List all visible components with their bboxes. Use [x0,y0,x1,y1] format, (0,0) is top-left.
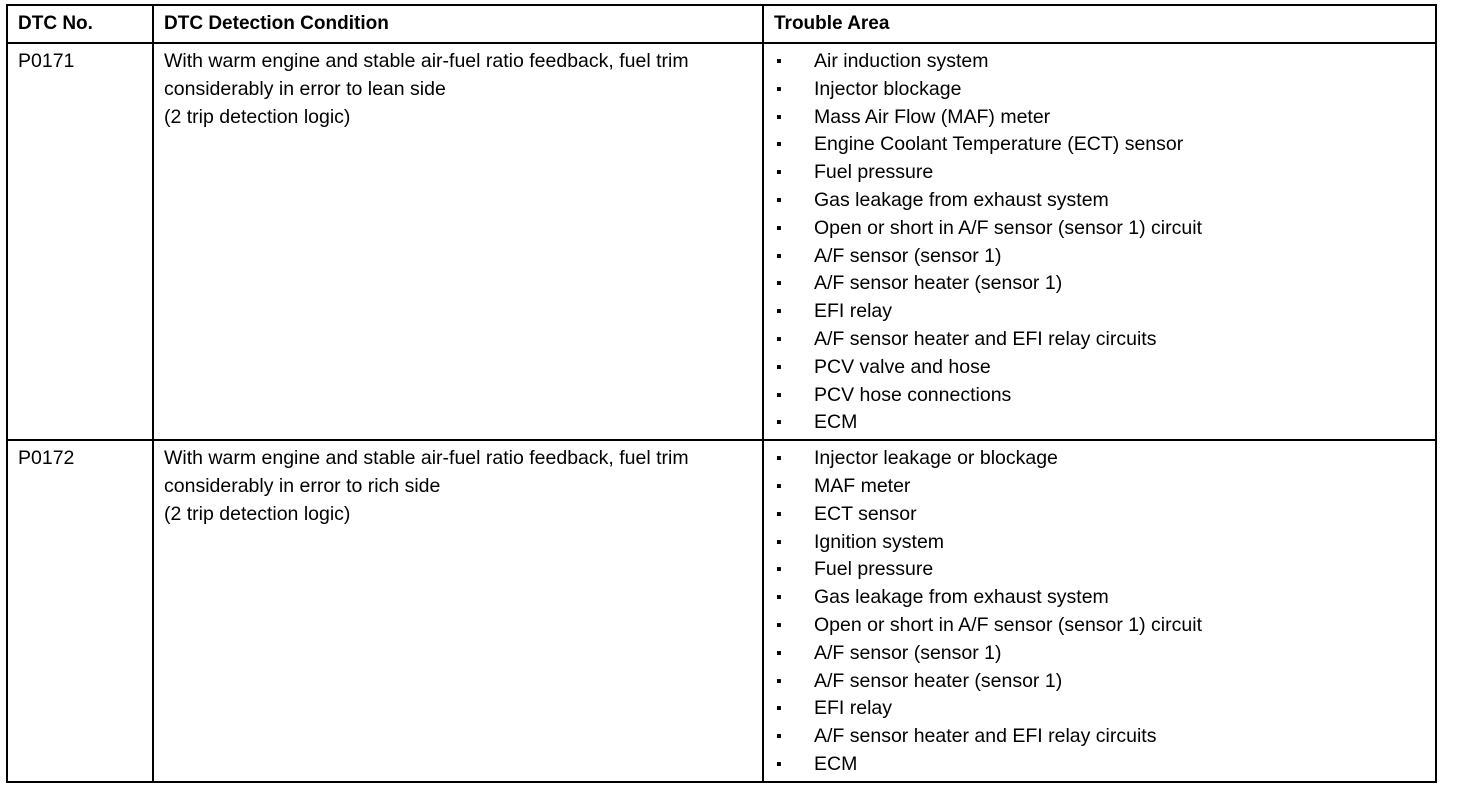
bullet-icon: ▪ [776,136,782,154]
header-trouble-area: Trouble Area [763,5,1436,43]
list-item [774,243,1425,271]
detection-condition-cell [153,440,763,782]
trouble-area-text: ECM [814,411,858,434]
bullet-icon: ▪ [776,414,782,432]
list-item [774,298,1425,326]
bullet-icon: ▪ [776,672,782,690]
header-dtc-no: DTC No. [7,5,153,43]
trouble-area-text: Fuel pressure [814,161,934,184]
list-item [774,131,1425,159]
trouble-area-text: EFI relay [814,697,893,720]
condition-line: considerably in error to lean side [164,77,446,100]
trouble-area-text: PCV hose connections [814,383,1012,406]
bullet-icon: ▪ [776,358,782,376]
trouble-area-text: A/F sensor heater and EFI relay circuits [814,327,1157,350]
trouble-area-cell [763,440,1436,782]
trouble-area-text: EFI relay [814,300,893,323]
bullet-icon: ▪ [776,561,782,579]
bullet-icon: ▪ [776,330,782,348]
condition-line: (2 trip detection logic) [164,105,351,128]
condition-line: With warm engine and stable air-fuel ratio feedback, fuel trim [164,447,689,470]
bullet-icon: ▪ [776,386,782,404]
list-item [774,354,1425,382]
bullet-icon: ▪ [776,700,782,718]
bullet-icon: ▪ [776,247,782,265]
bullet-icon: ▪ [776,728,782,746]
header-row [7,5,1436,43]
bullet-icon: ▪ [776,80,782,98]
table-row [7,440,1436,782]
list-item [774,529,1425,557]
trouble-area-text: Mass Air Flow (MAF) meter [814,105,1051,128]
trouble-area-text: Injector blockage [814,77,962,100]
trouble-area-text: Gas leakage from exhaust system [814,586,1109,609]
bullet-icon: ▪ [776,450,782,468]
list-item [774,270,1425,298]
list-item [774,48,1425,76]
list-item [774,445,1425,473]
trouble-area-text: Gas leakage from exhaust system [814,188,1109,211]
list-item [774,723,1425,751]
list-item [774,556,1425,584]
list-item [774,668,1425,696]
list-item [774,473,1425,501]
bullet-icon: ▪ [776,275,782,293]
list-item [774,409,1425,437]
condition-line: considerably in error to rich side [164,474,441,497]
trouble-area-text: A/F sensor (sensor 1) [814,244,1002,267]
dtc-code-cell: P0172 [7,440,153,782]
list-item [774,584,1425,612]
trouble-area-text: ECM [814,752,858,775]
trouble-area-list [774,48,1425,437]
bullet-icon: ▪ [776,589,782,607]
list-item [774,695,1425,723]
list-item [774,612,1425,640]
trouble-area-text: Open or short in A/F sensor (sensor 1) circuit [814,613,1202,636]
trouble-area-cell [763,43,1436,440]
trouble-area-text: Open or short in A/F sensor (sensor 1) circuit [814,216,1202,239]
list-item [774,382,1425,410]
list-item [774,104,1425,132]
bullet-icon: ▪ [776,53,782,70]
trouble-area-text: A/F sensor heater and EFI relay circuits [814,725,1157,748]
table-body [7,43,1436,782]
trouble-area-text: PCV valve and hose [814,355,991,378]
trouble-area-text: Ignition system [814,530,945,553]
trouble-area-list [774,445,1425,779]
bullet-icon: ▪ [776,164,782,182]
trouble-area-text: Engine Coolant Temperature (ECT) sensor [814,133,1184,156]
table-header [7,5,1436,43]
table-row [7,43,1436,440]
list-item [774,501,1425,529]
list-item [774,640,1425,668]
condition-line: With warm engine and stable air-fuel ratio feedback, fuel trim [164,50,689,72]
list-item [774,159,1425,187]
trouble-area-text: A/F sensor (sensor 1) [814,641,1002,664]
list-item [774,76,1425,104]
bullet-icon: ▪ [776,533,782,551]
list-item [774,326,1425,354]
bullet-icon: ▪ [776,505,782,523]
trouble-area-text: MAF meter [814,474,911,497]
bullet-icon: ▪ [776,755,782,773]
trouble-area-text: A/F sensor heater (sensor 1) [814,669,1063,692]
bullet-icon: ▪ [776,191,782,209]
bullet-icon: ▪ [776,477,782,495]
detection-condition-cell [153,43,763,440]
bullet-icon: ▪ [776,616,782,634]
trouble-area-text: Air induction system [814,50,989,72]
trouble-area-text: A/F sensor heater (sensor 1) [814,272,1063,295]
condition-line: (2 trip detection logic) [164,502,351,525]
header-detection-condition: DTC Detection Condition [153,5,763,43]
list-item [774,215,1425,243]
trouble-area-text: ECT sensor [814,502,917,525]
bullet-icon: ▪ [776,303,782,321]
dtc-table [6,4,1437,783]
trouble-area-text: Fuel pressure [814,558,934,581]
trouble-area-text: Injector leakage or blockage [814,447,1058,470]
bullet-icon: ▪ [776,644,782,662]
list-item [774,751,1425,779]
bullet-icon: ▪ [776,108,782,126]
bullet-icon: ▪ [776,219,782,237]
list-item [774,187,1425,215]
dtc-code-cell: P0171 [7,43,153,440]
